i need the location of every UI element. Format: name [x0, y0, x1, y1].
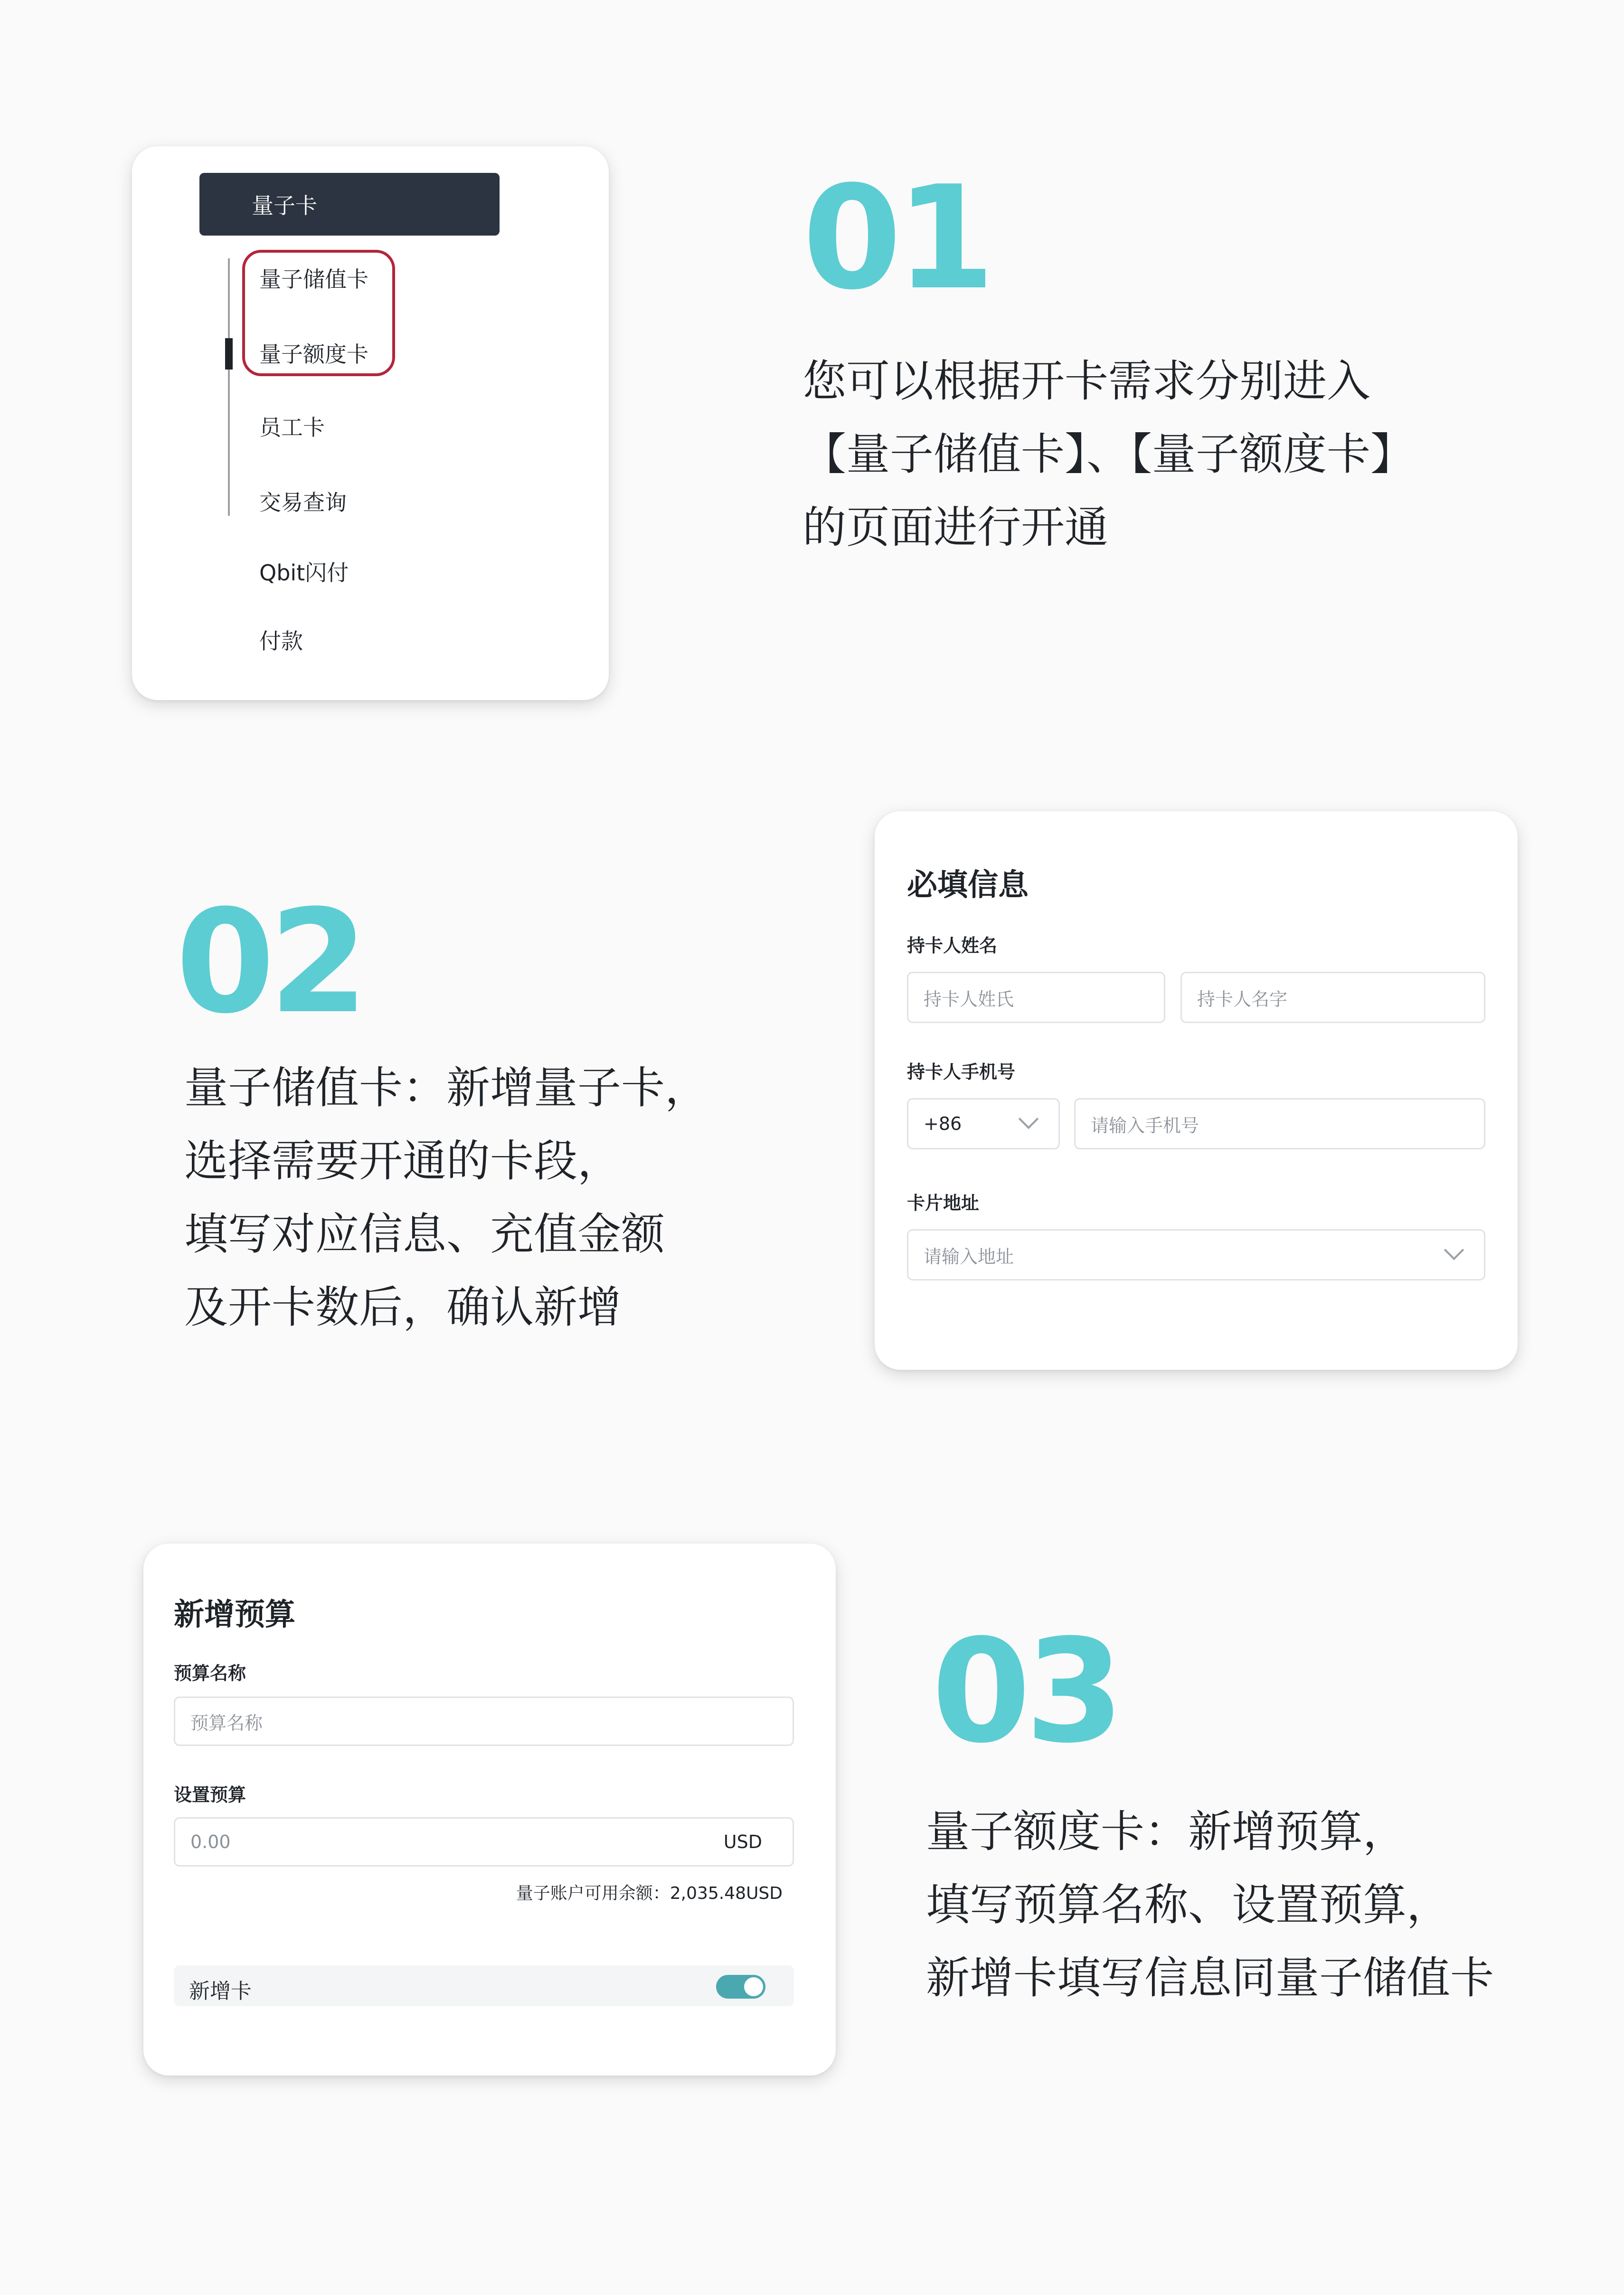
step2-desc-line: 选择需要开通的卡段， — [184, 1136, 622, 1186]
step2-desc-line: 及开卡数后，确认新增 — [184, 1282, 622, 1333]
new-card-label: 新增卡 — [189, 1979, 252, 2003]
step3-desc-line: 填写预算名称、设置预算， — [926, 1879, 1451, 1930]
address-placeholder: 请输入地址 — [924, 1246, 1014, 1267]
budget-amount-input[interactable] — [174, 1817, 794, 1867]
step3-desc-line: 量子额度卡：新增预算， — [926, 1806, 1407, 1857]
given-name-input[interactable]: 持卡人名字 — [1180, 972, 1485, 1023]
menu-item-stored-value-card[interactable]: 量子储值卡 — [259, 266, 368, 292]
step3-description — [926, 1795, 1494, 2015]
step3-desc-line: 新增卡填写信息同量子储值卡 — [926, 1953, 1494, 2003]
set-budget-label: 设置预算 — [174, 1784, 246, 1805]
menu-item-payment[interactable]: 付款 — [259, 628, 303, 654]
new-budget-card — [143, 1544, 836, 2076]
budget-name-label: 预算名称 — [174, 1663, 246, 1684]
menu-item-transaction-query[interactable]: 交易查询 — [259, 490, 347, 515]
toggle-knob — [744, 1977, 763, 1996]
step-number-01: 01 — [803, 155, 990, 321]
budget-amount-value: 0.00 — [190, 1831, 231, 1852]
menu-item-qbit-pay[interactable]: Qbit闪付 — [259, 560, 349, 586]
step-number-03: 03 — [932, 1609, 1119, 1774]
country-code-select[interactable] — [907, 1098, 1060, 1149]
budget-name-input[interactable]: 预算名称 — [174, 1697, 794, 1746]
new-card-row — [174, 1965, 794, 2006]
cardholder-name-label: 持卡人姓名 — [907, 935, 998, 956]
step1-description — [803, 345, 1414, 564]
new-card-toggle[interactable] — [716, 1975, 765, 1999]
required-info-card — [875, 811, 1518, 1370]
card-address-label: 卡片地址 — [907, 1193, 980, 1214]
available-balance-text: 量子账户可用余额：2,035.48USD — [516, 1884, 783, 1903]
currency-label: USD — [723, 1831, 762, 1852]
step-number-02: 02 — [176, 879, 363, 1045]
step2-desc-line: 填写对应信息、充值金额 — [184, 1209, 665, 1260]
budget-form-title: 新增预算 — [174, 1597, 295, 1632]
step1-desc-line: 的页面进行开通 — [803, 502, 1109, 553]
menu-active-indicator — [225, 338, 233, 370]
menu-card — [132, 146, 609, 700]
step2-desc-line: 量子储值卡：新增量子卡， — [184, 1062, 709, 1113]
menu-item-credit-card[interactable]: 量子额度卡 — [259, 341, 368, 367]
surname-input[interactable]: 持卡人姓氏 — [907, 972, 1165, 1023]
step1-desc-line: 您可以根据开卡需求分别进入 — [803, 356, 1371, 407]
form-title: 必填信息 — [907, 868, 1029, 903]
highlight-frame — [242, 250, 395, 376]
country-code-value: +86 — [924, 1113, 962, 1134]
chevron-down-icon — [1444, 1240, 1464, 1260]
menu-item-employee-card[interactable]: 员工卡 — [259, 415, 325, 440]
step2-description — [184, 1052, 708, 1344]
chevron-down-icon — [1019, 1109, 1039, 1129]
step1-desc-line: 【量子储值卡】、【量子额度卡】 — [803, 429, 1415, 480]
phone-input[interactable]: 请输入手机号 — [1074, 1098, 1485, 1149]
menu-tree-line — [228, 258, 230, 516]
cardholder-phone-label: 持卡人手机号 — [907, 1062, 1016, 1082]
menu-header-quantum-card[interactable]: 量子卡 — [199, 173, 500, 236]
address-select[interactable] — [907, 1229, 1485, 1280]
